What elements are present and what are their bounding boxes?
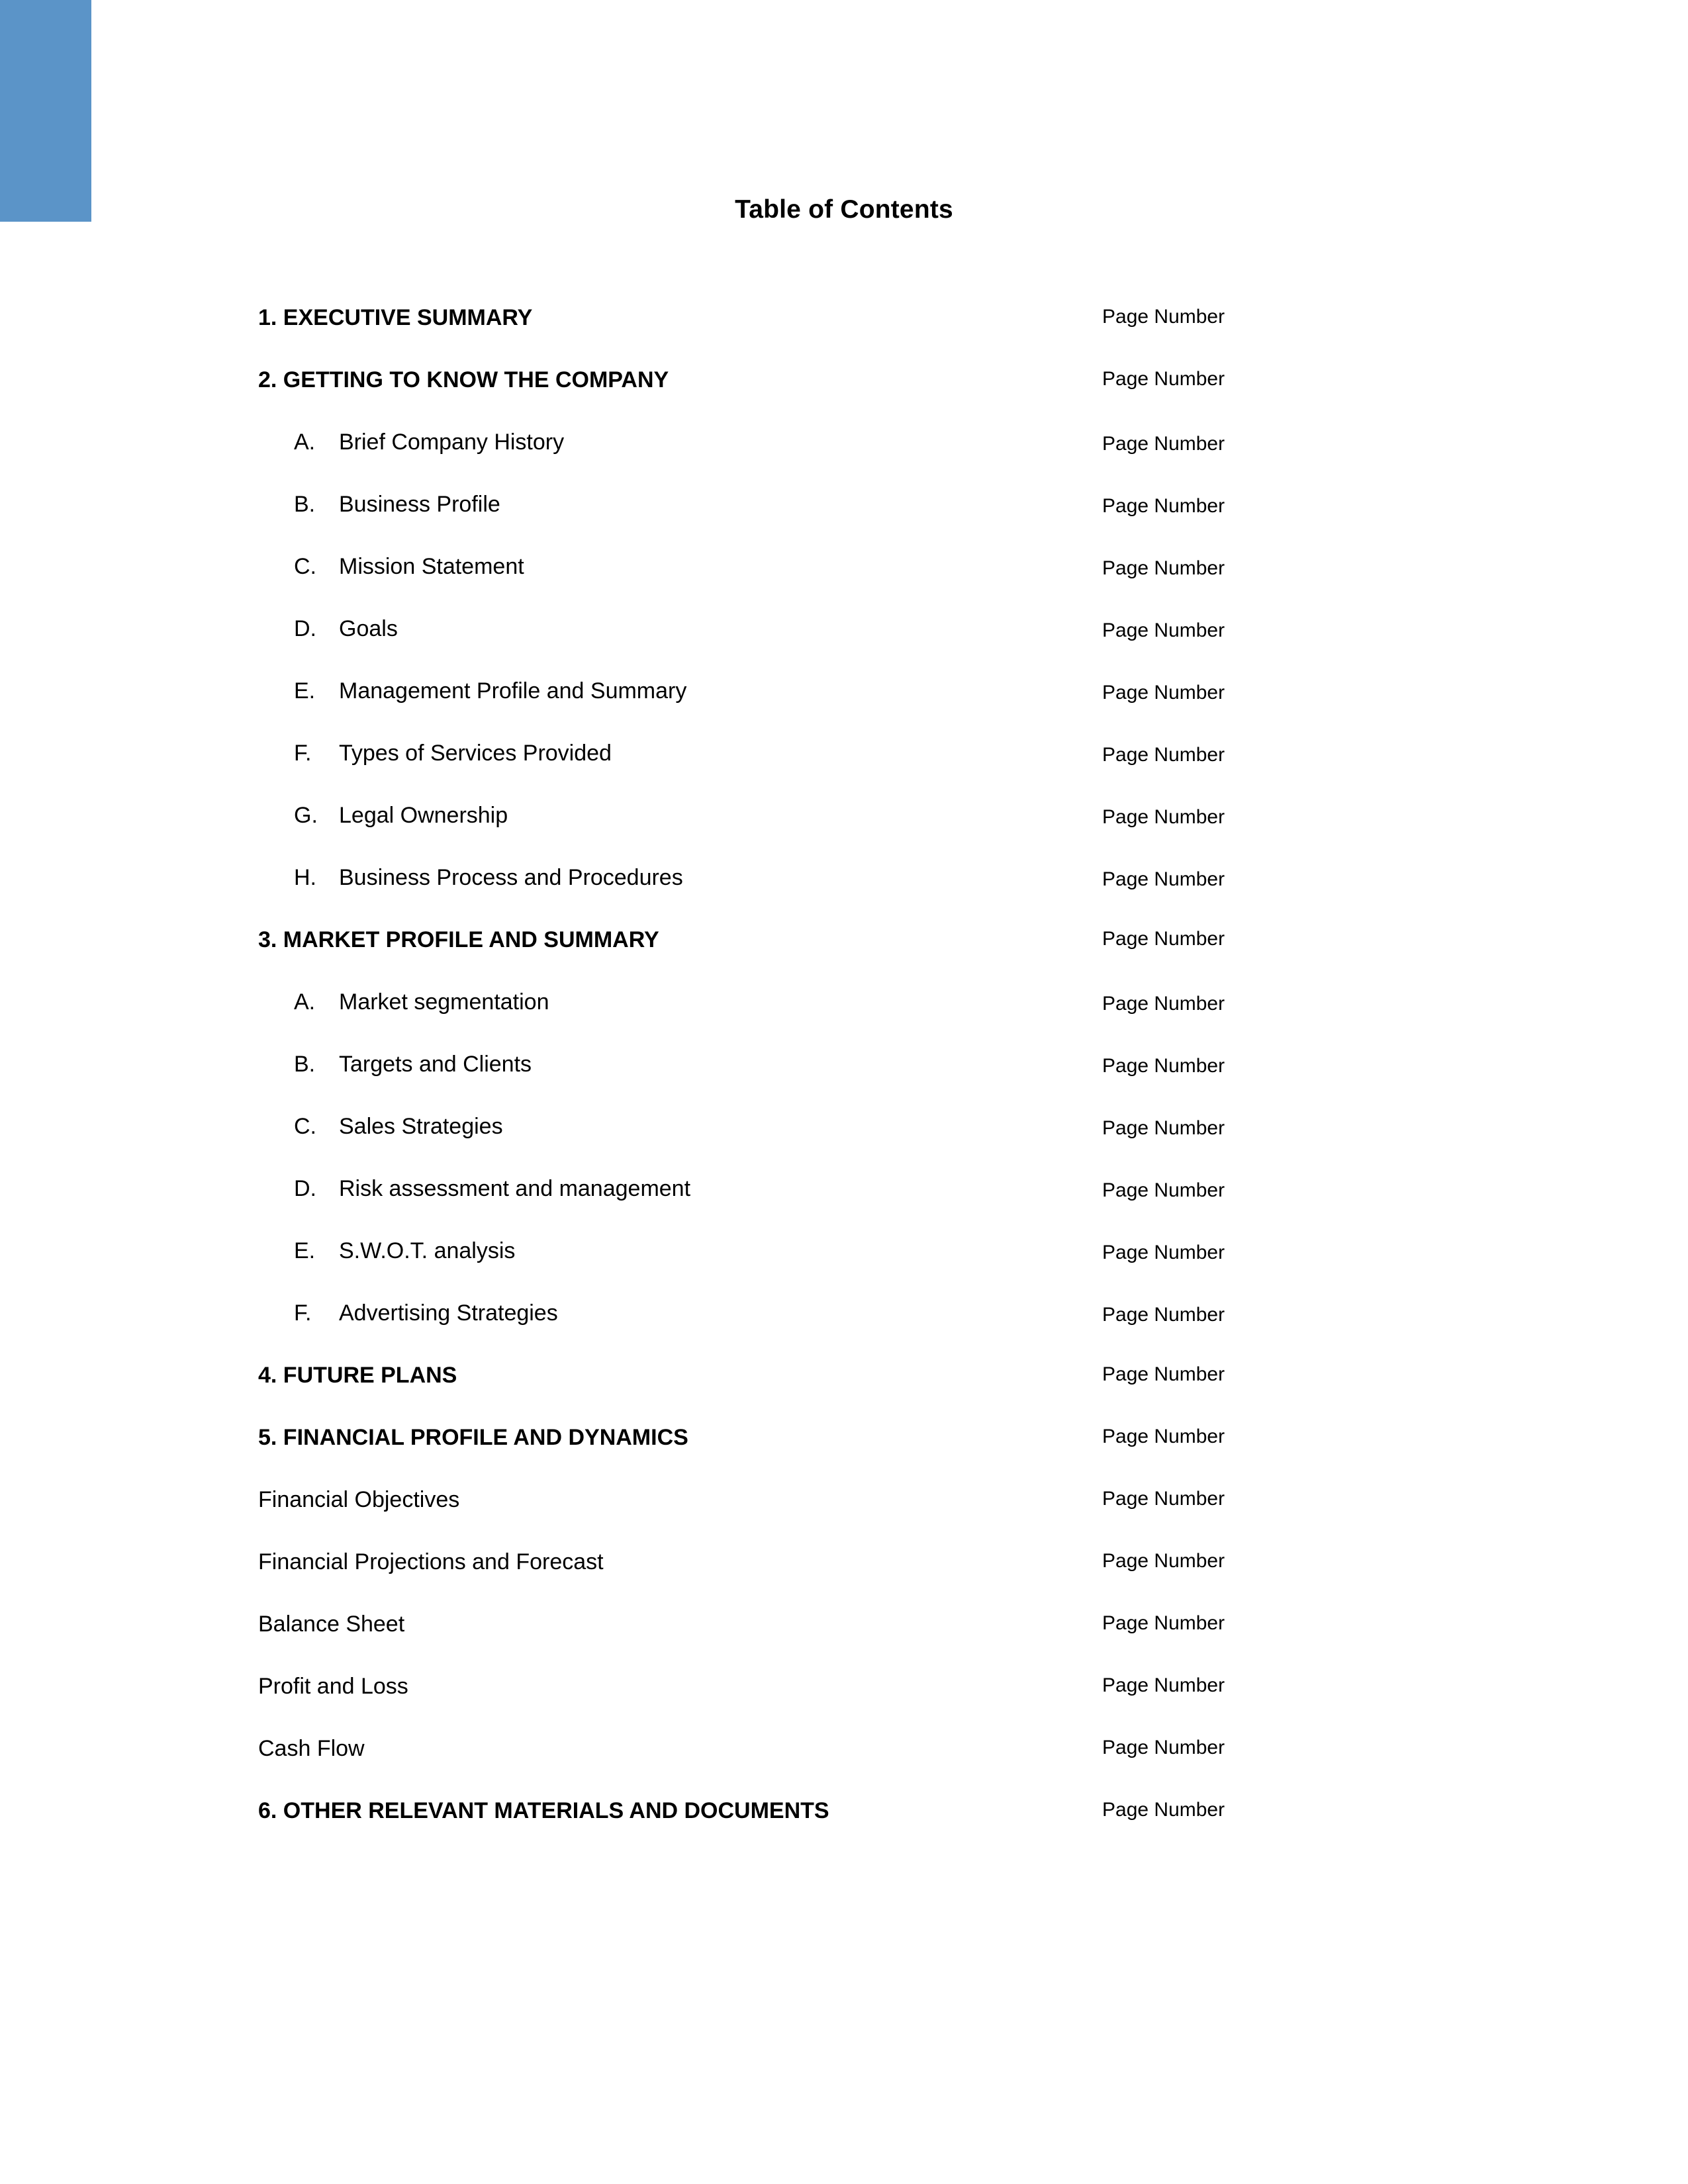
toc-entry[interactable] [258, 1673, 1479, 1735]
toc-entry-marker: B. [294, 492, 316, 517]
toc-entry-left [258, 989, 549, 1016]
toc-entry-marker: B. [294, 1052, 316, 1077]
toc-entry-page: Page Number [1102, 682, 1225, 704]
toc-entry-left [258, 1673, 408, 1700]
toc-entry-label: Management Profile and Summary [339, 678, 687, 704]
toc-entry[interactable] [258, 553, 1479, 615]
toc-entry-label: 1. EXECUTIVE SUMMARY [258, 305, 533, 330]
toc-entry-marker: A. [294, 989, 316, 1015]
toc-entry-page: Page Number [1102, 993, 1225, 1015]
toc-entry-left [258, 615, 398, 643]
toc-entry-left [258, 1175, 690, 1203]
toc-entry[interactable] [258, 1486, 1479, 1549]
toc-entry-left [258, 1113, 503, 1140]
toc-entry-marker: C. [294, 1114, 316, 1139]
toc-entry[interactable] [258, 1611, 1479, 1673]
toc-entry-left [258, 1735, 365, 1762]
toc-entry-left [258, 1362, 457, 1389]
toc-entry-label: Sales Strategies [339, 1114, 503, 1139]
toc-entry-marker: A. [294, 430, 316, 455]
toc-entry-left [258, 740, 612, 767]
toc-entry[interactable] [258, 1051, 1479, 1113]
toc-entry-left [258, 1238, 515, 1265]
toc-entry-label: Profit and Loss [258, 1674, 408, 1699]
toc-entry-marker: C. [294, 554, 316, 579]
toc-entry[interactable] [258, 429, 1479, 491]
toc-entry-page: Page Number [1102, 1737, 1225, 1758]
toc-entry[interactable] [258, 1549, 1479, 1611]
toc-entry-marker: F. [294, 741, 312, 766]
toc-entry-left [258, 429, 564, 456]
toc-entry-page: Page Number [1102, 744, 1225, 766]
toc-entry-page: Page Number [1102, 1799, 1225, 1821]
toc-entry[interactable] [258, 864, 1479, 927]
toc-entry-page: Page Number [1102, 1055, 1225, 1077]
toc-entry-marker: E. [294, 678, 316, 704]
toc-entry[interactable] [258, 1362, 1479, 1424]
accent-corner-bar [0, 0, 91, 222]
toc-entry-label: 2. GETTING TO KNOW THE COMPANY [258, 367, 669, 392]
toc-entry-page: Page Number [1102, 1117, 1225, 1139]
toc-entry-marker: D. [294, 1176, 316, 1201]
toc-entry[interactable] [258, 304, 1479, 367]
toc-entry-page: Page Number [1102, 1304, 1225, 1326]
toc-entry-label: Financial Projections and Forecast [258, 1549, 604, 1574]
toc-entry[interactable] [258, 1238, 1479, 1300]
page-title: Table of Contents [735, 195, 953, 224]
toc-entry-label: Business Profile [339, 492, 500, 517]
toc-entry-left [258, 367, 669, 394]
toc-entry[interactable] [258, 615, 1479, 678]
toc-entry-label: 3. MARKET PROFILE AND SUMMARY [258, 927, 659, 952]
toc-entry[interactable] [258, 1300, 1479, 1362]
toc-entry[interactable] [258, 1113, 1479, 1175]
toc-entry-left [258, 802, 508, 829]
toc-entry-page: Page Number [1102, 619, 1225, 641]
toc-entry-left [258, 304, 532, 332]
toc-entry-marker: D. [294, 616, 316, 641]
toc-entry-page: Page Number [1102, 1242, 1225, 1263]
toc-entry-label: Goals [339, 616, 398, 641]
toc-entry-page: Page Number [1102, 1363, 1225, 1385]
toc-entry-page: Page Number [1102, 557, 1225, 579]
toc-entry[interactable] [258, 678, 1479, 740]
toc-entry-label: 4. FUTURE PLANS [258, 1363, 457, 1388]
toc-entry-marker: G. [294, 803, 318, 828]
toc-entry-label: Legal Ownership [339, 803, 508, 828]
toc-entry-left [258, 1486, 459, 1514]
toc-entry-marker: H. [294, 865, 316, 890]
toc-entry-label: Balance Sheet [258, 1612, 405, 1637]
toc-entry-label: Market segmentation [339, 989, 549, 1015]
toc-entry-page: Page Number [1102, 433, 1225, 455]
toc-entry-left [258, 927, 659, 954]
toc-entry[interactable] [258, 740, 1479, 802]
toc-entry-left [258, 553, 524, 580]
toc-entry-left [258, 1300, 558, 1327]
toc-entry-page: Page Number [1102, 306, 1225, 328]
toc-entry-left [258, 1611, 404, 1638]
toc-entry[interactable] [258, 367, 1479, 429]
toc-entry-page: Page Number [1102, 1179, 1225, 1201]
toc-entry-label: 5. FINANCIAL PROFILE AND DYNAMICS [258, 1425, 688, 1450]
toc-entry[interactable] [258, 1735, 1479, 1797]
toc-entry-label: 6. OTHER RELEVANT MATERIALS AND DOCUMENTS [258, 1798, 829, 1823]
toc-entry-left [258, 1797, 829, 1825]
toc-entry-label: Brief Company History [339, 430, 565, 455]
toc-entry-marker: F. [294, 1300, 312, 1326]
toc-entry-page: Page Number [1102, 1550, 1225, 1572]
toc-entry-label: Business Process and Procedures [339, 865, 683, 890]
toc-entry[interactable] [258, 1424, 1479, 1486]
toc-entry-left [258, 491, 500, 518]
toc-entry-label: Advertising Strategies [339, 1300, 558, 1326]
toc-entry-page: Page Number [1102, 1612, 1225, 1634]
toc-entry-label: Targets and Clients [339, 1052, 532, 1077]
toc-entry-left [258, 1549, 604, 1576]
toc-entry-left [258, 1051, 532, 1078]
toc-entry-label: Types of Services Provided [339, 741, 612, 766]
toc-entry-page: Page Number [1102, 1674, 1225, 1696]
toc-entry-page: Page Number [1102, 1488, 1225, 1510]
toc-entry-label: S.W.O.T. analysis [339, 1238, 516, 1263]
toc-entry[interactable] [258, 802, 1479, 864]
toc-entry-left [258, 1424, 688, 1451]
toc-entry[interactable] [258, 927, 1479, 989]
toc-entry-page: Page Number [1102, 368, 1225, 390]
toc-entry-page: Page Number [1102, 1426, 1225, 1447]
toc-entry-page: Page Number [1102, 928, 1225, 950]
toc-entry[interactable] [258, 989, 1479, 1051]
toc-entry[interactable] [258, 491, 1479, 553]
toc-entry-label: Cash Flow [258, 1736, 365, 1761]
toc-entry-page: Page Number [1102, 806, 1225, 828]
toc-entry[interactable] [258, 1175, 1479, 1238]
toc-entry-label: Financial Objectives [258, 1487, 460, 1512]
table-of-contents [258, 304, 1479, 1860]
toc-entry-page: Page Number [1102, 495, 1225, 517]
toc-entry-marker: E. [294, 1238, 316, 1263]
toc-entry-label: Mission Statement [339, 554, 524, 579]
toc-entry-label: Risk assessment and management [339, 1176, 691, 1201]
toc-entry[interactable] [258, 1797, 1479, 1860]
toc-entry-page: Page Number [1102, 868, 1225, 890]
toc-entry-left [258, 678, 686, 705]
toc-entry-left [258, 864, 683, 891]
